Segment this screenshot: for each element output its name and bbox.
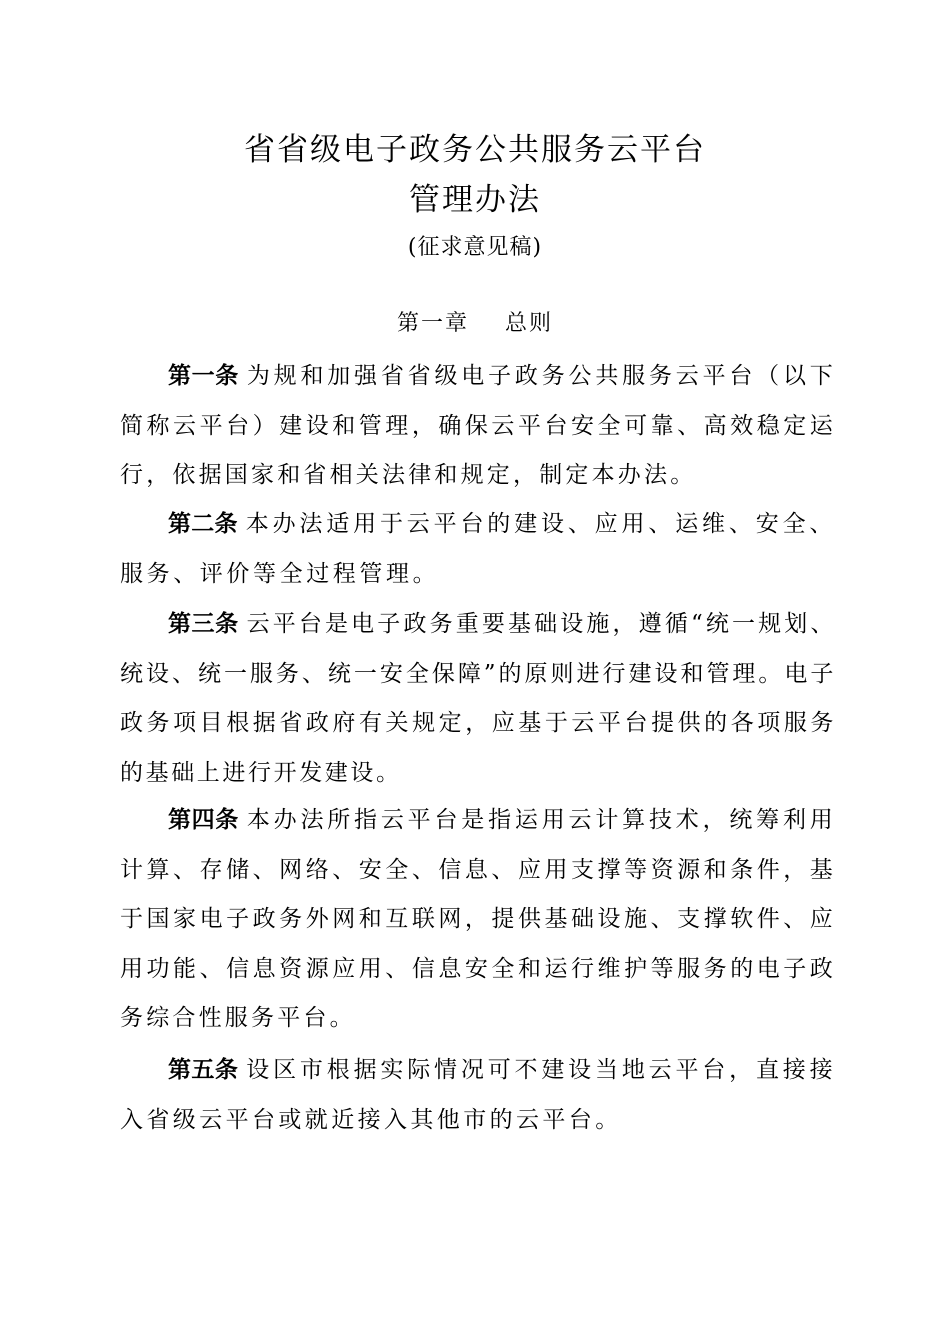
article-3-body: 云平台是电子政务重要基础设施，遵循“统一规划、统设、统一服务、统一安全保障”的原则进行建设和管理。电子政务项目根据省政府有关规定，应基于云平台提供的各项服务的基础上进行开发建设。 <box>120 611 837 786</box>
article-4-body: 本办法所指云平台是指运用云计算技术，统筹利用计算、存储、网络、安全、信息、应用支撑等资源和条件，基于国家电子政务外网和互联网，提供基础设施、支撑软件、应用功能、信息资源应用、信息安全和运行维护等服务的电子政务综合性服务平台。 <box>120 807 836 1031</box>
chapter-heading: 第一章 总则 <box>397 311 553 336</box>
article-1-body: 为规和加强省省级电子政务公共服务云平台（以下简称云平台）建设和管理，确保云平台安全可靠、高效稳定运行，依据国家和省相关法律和规定，制定本办法。 <box>120 363 836 488</box>
article-5-body: 设区市根据实际情况可不建设当地云平台，直接接入省级云平台或就近接入其他市的云平台。 <box>120 1057 836 1133</box>
article-5-heading: 第五条 <box>168 1057 239 1083</box>
document-subtitle: (征求意见稿) <box>407 235 543 260</box>
article-5 <box>120 1046 836 1145</box>
article-1-heading: 第一条 <box>168 363 239 389</box>
article-4-heading: 第四条 <box>168 807 239 833</box>
document-title-line2: 管理办法 <box>409 182 541 218</box>
article-2-heading: 第二条 <box>168 511 238 537</box>
article-3 <box>120 600 836 798</box>
article-3-heading: 第三条 <box>168 611 239 637</box>
article-4 <box>120 796 836 1044</box>
article-1 <box>120 352 836 501</box>
article-2 <box>120 500 836 599</box>
document-title: 省省级电子政务公共服务云平台 <box>244 132 706 168</box>
article-2-body: 本办法适用于云平台的建设、应用、运维、安全、服务、评价等全过程管理。 <box>120 511 837 587</box>
